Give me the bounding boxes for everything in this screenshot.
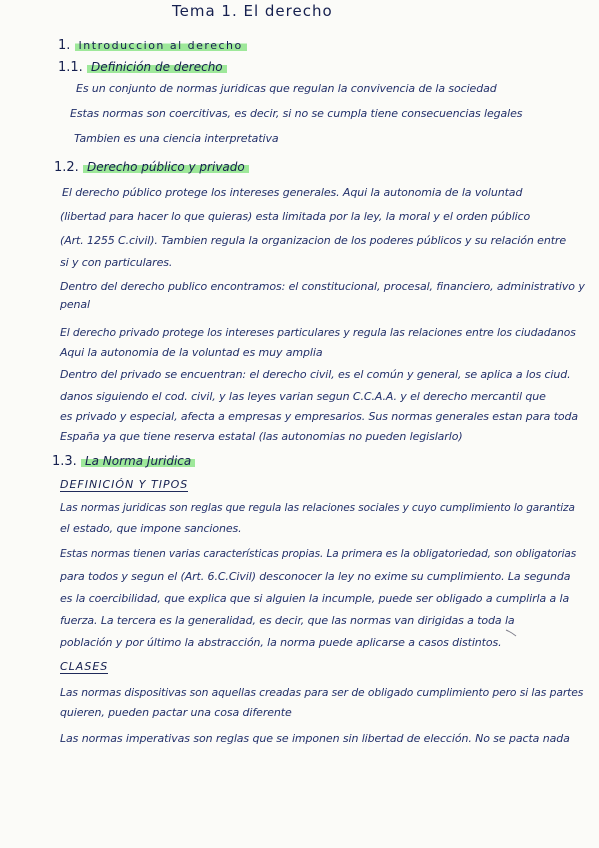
section-label: Derecho público y privado [83, 160, 249, 174]
text-line: Estas normas tienen varias características propias. La primera es la obligatoriedad, son obligatorias [60, 548, 577, 560]
text-line: Las normas imperativas son reglas que se imponen sin libertad de elección. No se pacta nada [60, 732, 570, 745]
section-label: Definición de derecho [87, 60, 227, 74]
section-number: 1.2. [54, 160, 79, 175]
text-line: Aqui la autonomia de la voluntad es muy amplia [60, 346, 323, 359]
text-line: para todos y segun el (Art. 6.C.Civil) desconocer la ley no exime su cumplimiento. La segunda [60, 570, 571, 583]
section-heading-1-3 [52, 454, 195, 469]
text-line: Las normas dispositivas son aquellas creadas para ser de obligado cumplimiento pero si las partes [60, 686, 584, 699]
text-line: Tambien es una ciencia interpretativa [74, 132, 279, 145]
pen-stroke-mark [505, 628, 517, 638]
text-line: fuerza. La tercera es la generalidad, es decir, que las normas van dirigidas a toda la [60, 614, 515, 627]
text-line: (Art. 1255 C.civil). Tambien regula la organizacion de los poderes públicos y su relación entre [60, 234, 567, 247]
text-line: es privado y especial, afecta a empresas y empresarios. Sus normas generales estan para toda [60, 410, 579, 423]
subheading-text: DEFINICIÓN Y TIPOS [60, 478, 189, 491]
subheading-clases [60, 660, 108, 673]
text-line: (libertad para hacer lo que quieras) esta limitada por la ley, la moral y el orden público [60, 210, 531, 223]
text-line: es la coercibilidad, que explica que si alguien la incumple, puede ser obligado a cumplirla a la [60, 592, 570, 605]
text-line: si y con particulares. [60, 256, 173, 269]
subheading-text: CLASES [60, 660, 109, 673]
text-line: El derecho privado protege los intereses particulares y regula las relaciones entre los ciudadanos [60, 326, 576, 339]
text-line: Las normas juridicas son reglas que regula las relaciones sociales y cuyo cumplimiento lo garantiza [60, 502, 575, 514]
text-line: el estado, que impone sanciones. [60, 522, 242, 535]
subheading-definicion [60, 478, 188, 491]
section-heading-1 [58, 38, 247, 53]
text-line: Estas normas son coercitivas, es decir, si no se cumpla tiene consecuencias legales [70, 107, 523, 120]
section-label: Introduccion al derecho [75, 39, 247, 52]
section-heading-1-2 [54, 160, 249, 175]
text-line: El derecho público protege los intereses generales. Aqui la autonomia de la voluntad [62, 186, 523, 199]
text-line: España ya que tiene reserva estatal (las autonomias no pueden legislarlo) [60, 430, 463, 443]
text-line: danos siguiendo el cod. civil, y las leyes varian segun C.C.A.A. y el derecho mercantil que [60, 390, 546, 403]
text-line: Dentro del derecho publico encontramos: el constitucional, procesal, financiero, administrativo y [60, 280, 585, 293]
text-line: Es un conjunto de normas juridicas que regulan la convivencia de la sociedad [76, 82, 497, 95]
text-line: Dentro del privado se encuentran: el derecho civil, es el común y general, se aplica a los ciud. [60, 368, 571, 381]
section-number: 1.1. [58, 60, 83, 75]
section-label: La Norma Juridica [81, 454, 195, 468]
text-line: penal [60, 298, 91, 311]
section-heading-1-1 [58, 60, 227, 75]
section-number: 1. [58, 38, 71, 53]
section-number: 1.3. [52, 454, 77, 469]
text-line: quieren, pueden pactar una cosa diferente [60, 706, 292, 719]
page-title: Tema 1. El derecho [172, 2, 333, 20]
text-line: población y por último la abstracción, la norma puede aplicarse a casos distintos. [60, 636, 502, 649]
